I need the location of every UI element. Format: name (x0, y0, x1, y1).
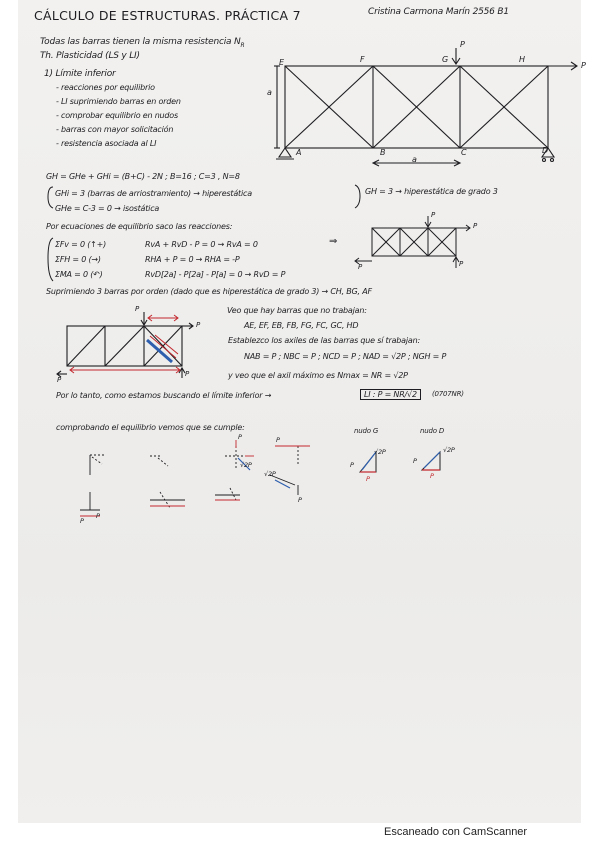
eq-right: RvD[2a] - P[2a] - P[a] = 0 → RvD = P (145, 270, 286, 279)
observation-2: AE, EF, EB, FB, FG, FC, GC, HD (244, 321, 359, 330)
eq-left: ΣMA = 0 (↶) (55, 270, 103, 279)
reaction-label: P (185, 370, 190, 378)
load-label: P (473, 222, 478, 230)
node-D-P: P (413, 457, 417, 465)
load-label: P (581, 61, 586, 70)
check-text: comprobando el equilibrio vemos que se cumple: (56, 423, 245, 432)
implies-arrow: ⇒ (329, 236, 338, 247)
sketch-label: P (238, 433, 242, 441)
reaction-label: P (459, 260, 464, 268)
node-G-label: nudo G (354, 427, 379, 435)
result-approx: (0707NR) (432, 390, 464, 398)
limit-heading: 1) Límite inferior (44, 69, 116, 79)
sketch-label: P (96, 512, 100, 520)
eq-left: ΣFv = 0 (↑+) (55, 240, 107, 249)
intro-line-2: Th. Plasticidad (LS y LI) (40, 51, 140, 61)
load-label: P (460, 40, 465, 49)
limit-bullet: - comprobar equilibrio en nudos (56, 111, 178, 120)
limit-bullet: - barras con mayor solicitación (56, 125, 174, 134)
reaction-label: P (57, 376, 62, 384)
gh-line-3: GHe = C-3 = 0 → isostática (55, 204, 160, 213)
node-label-B: B (380, 148, 386, 157)
observation-3: Establezco los axiles de las barras que sí trabajan: (228, 336, 420, 345)
observation-5: y veo que el axil máximo es Nmax = NR = √2P (228, 371, 408, 380)
intro-line-1: Todas las barras tienen la misma resistencia $N_R$ (40, 37, 245, 49)
gh-line-1: GH = GHe + GHi = (B+C) - 2N ; B=16 ; C=3 , N=8 (46, 172, 240, 181)
eq-left: ΣFH = 0 (→) (55, 255, 101, 264)
dim-label: a (267, 88, 272, 97)
reaction-label: P (358, 263, 363, 271)
node-G-r2p: √2P (374, 448, 386, 456)
sketch-label: √2P (240, 461, 252, 469)
scanner-watermark: Escaneado con CamScanner (384, 826, 528, 838)
suppression-line: Suprimiendo 3 barras por orden (dado que es hiperestática de grado 3) → CH, BG, AF (46, 287, 372, 296)
sketch-label: P (276, 436, 280, 444)
node-G-P: P (366, 475, 370, 483)
observation-1: Veo que hay barras que no trabajan: (227, 306, 367, 315)
eq-right: RvA + RvD - P = 0 ⇝ RvA = 0 (145, 240, 258, 249)
load-label: P (135, 305, 140, 313)
load-label: P (196, 321, 201, 329)
gh-side: GH = 3 → hiperestática de grado 3 (365, 187, 498, 196)
node-label-A: A (296, 148, 302, 157)
node-label-H: H (519, 55, 525, 64)
limit-bullet: - LI suprimiendo barras en orden (56, 97, 181, 106)
node-D-P: P (430, 472, 434, 480)
node-D-label: nudo D (420, 427, 445, 435)
author-line: Cristina Carmona Marín 2556 B1 (368, 7, 509, 17)
eq-right: RHA + P = 0 → RHA = -P (145, 255, 240, 264)
limit-bullet: - resistencia asociada al LI (56, 139, 157, 148)
load-label: P (431, 211, 436, 219)
sketch-label: P (80, 517, 84, 525)
node-G-P: P (350, 461, 354, 469)
page-title: CÁLCULO DE ESTRUCTURAS. PRÁCTICA 7 (34, 8, 301, 23)
node-label-G: G (442, 55, 448, 64)
node-label-D: D (542, 146, 548, 155)
eq-intro: Por ecuaciones de equilibrio saco las reacciones: (46, 222, 233, 231)
node-label-E: E (279, 58, 284, 67)
observation-4: NAB = P ; NBC = P ; NCD = P ; NAD = √2P ; NGH = P (244, 352, 447, 361)
node-label-F: F (360, 55, 365, 64)
gh-line-2: GHi = 3 (barras de arriostramiento) → hiperestática (55, 189, 252, 198)
dim-label: a (412, 155, 417, 164)
limit-bullet: - reacciones por equilibrio (56, 83, 155, 92)
conclusion-text: Por lo tanto, como estamos buscando el límite inferior → (56, 391, 272, 400)
sketch-label: √2P (264, 470, 276, 478)
node-label-C: C (461, 148, 467, 157)
node-D-r2p: √2P (443, 446, 455, 454)
lower-limit-result: LI : P = NR/√2 (360, 389, 421, 400)
sketch-label: P (298, 496, 302, 504)
